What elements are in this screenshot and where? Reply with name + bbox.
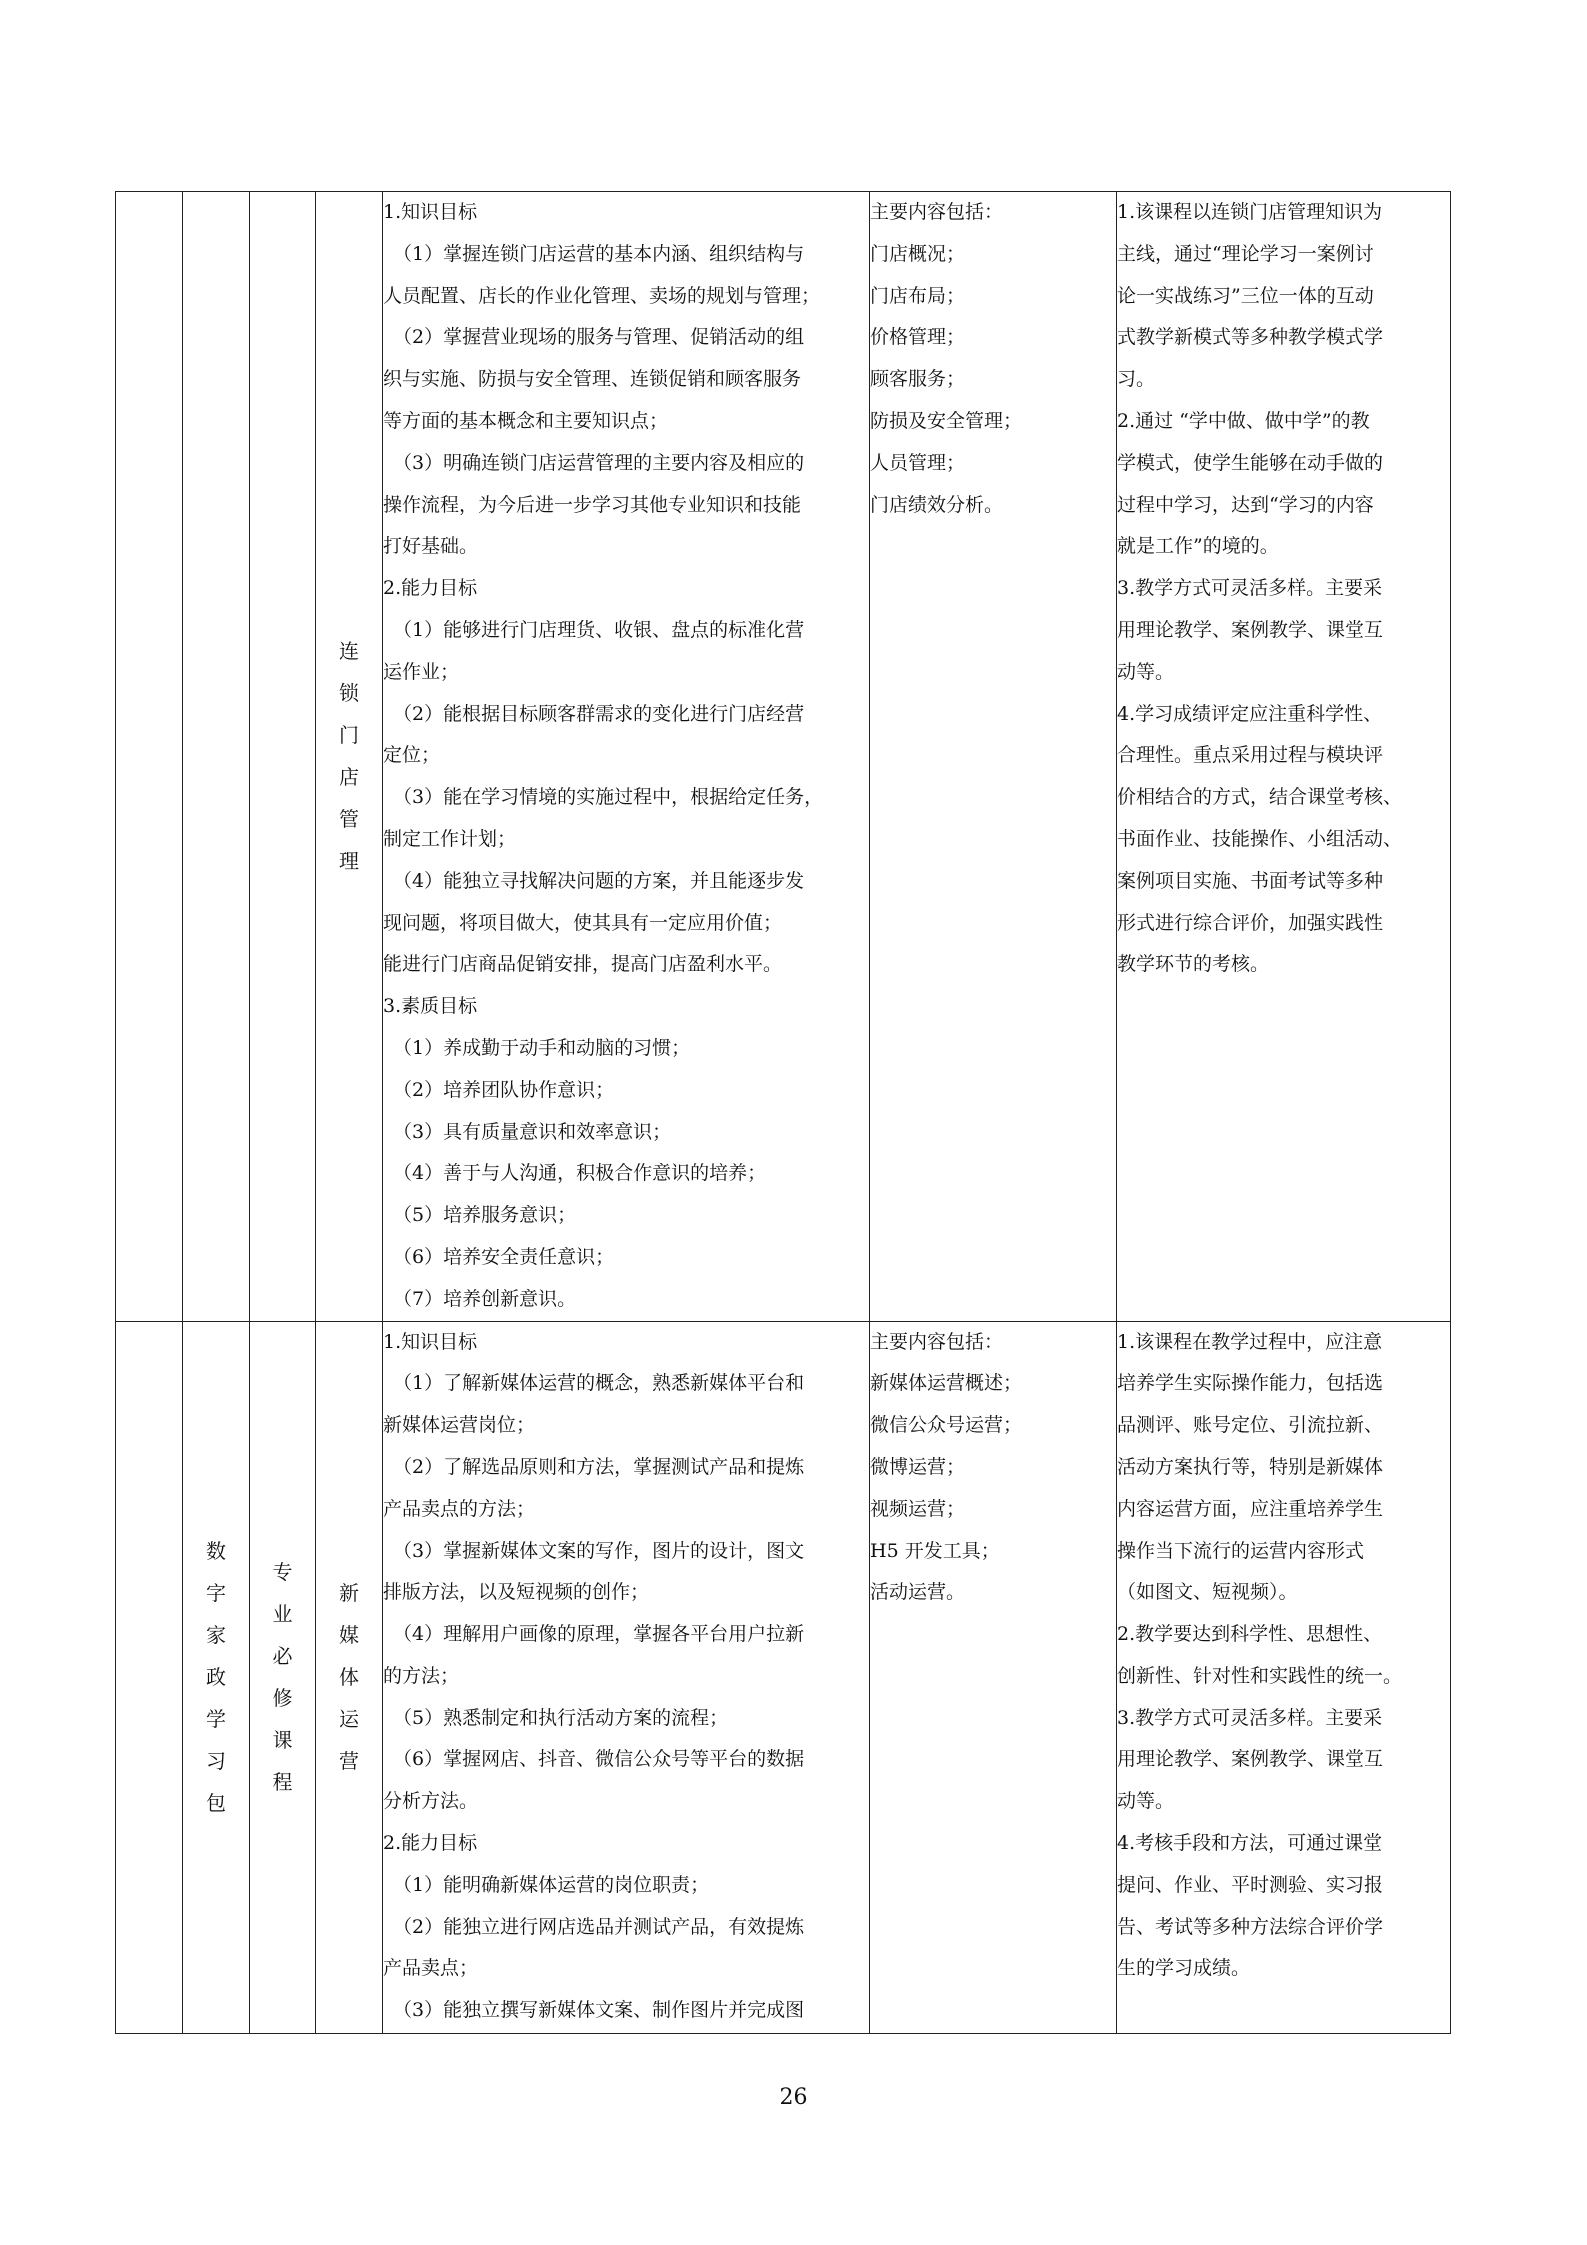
requirement-line: 动等。	[1117, 660, 1175, 683]
content-item: 新媒体运营概述；	[870, 1372, 1023, 1395]
vertical-char: 媒	[339, 1623, 359, 1648]
content-item: 主要内容包括：	[870, 1330, 1004, 1353]
goal-line: 运作业；	[383, 660, 460, 683]
content-item: 价格管理；	[870, 326, 966, 349]
vertical-char: 锁	[339, 681, 359, 706]
goal-line: 操作流程，为今后进一步学习其他专业知识和技能	[383, 493, 802, 516]
goal-line: （2）能独立进行网店选品并测试产品，有效提炼	[393, 1915, 805, 1938]
goal-line: （2）培养团队协作意识；	[393, 1078, 615, 1101]
content-item: 顾客服务；	[870, 368, 966, 391]
goal-line: 现问题，将项目做大，使其具有一定应用价值；	[383, 911, 783, 934]
vertical-char: 政	[206, 1665, 226, 1690]
vertical-char: 新	[339, 1581, 359, 1606]
requirement-line: 品测评、账号定位、引流拉新、	[1117, 1414, 1384, 1437]
goal-line: （1）养成勤于动手和动脑的习惯；	[393, 1036, 691, 1059]
requirement-line: 用理论教学、案例教学、课堂互	[1117, 618, 1384, 641]
goal-line: 2.能力目标	[383, 1832, 478, 1855]
goal-line: （1）掌握连锁门店运营的基本内涵、组织结构与	[393, 242, 805, 265]
requirement-line: 就是工作”的境的。	[1117, 535, 1279, 558]
goal-line: （6）掌握网店、抖音、微信公众号等平台的数据	[393, 1748, 805, 1771]
goal-line: 2.能力目标	[383, 577, 478, 600]
goal-line: 排版方法，以及短视频的创作；	[383, 1581, 650, 1604]
content-item: H5 开发工具；	[870, 1539, 1000, 1562]
requirements-cell	[1117, 192, 1451, 1322]
goal-line: （4）善于与人沟通，积极合作意识的培养；	[393, 1162, 767, 1185]
requirement-line: 案例项目实施、书面考试等多种	[1117, 869, 1384, 892]
requirement-line: 学模式，使学生能够在动手做的	[1117, 451, 1384, 474]
requirement-line: 过程中学习，达到“学习的内容	[1117, 493, 1374, 516]
content-item: 防损及安全管理；	[870, 409, 1023, 432]
vertical-char: 修	[272, 1686, 293, 1711]
requirement-line: 3.教学方式可灵活多样。主要采	[1117, 1706, 1383, 1729]
goal-line: （7）培养创新意识。	[393, 1287, 577, 1310]
requirement-line: 论一实战练习”三位一体的互动	[1117, 284, 1374, 307]
requirement-line: 4.学习成绩评定应注重科学性、	[1117, 702, 1383, 725]
goals-cell	[383, 1321, 870, 2033]
vertical-char: 字	[206, 1581, 226, 1606]
requirement-line: 习。	[1117, 368, 1156, 391]
content-item: 门店绩效分析。	[870, 493, 1004, 516]
content-item: 视频运营；	[870, 1497, 966, 1520]
vertical-char: 专	[272, 1560, 293, 1585]
goal-line: 能进行门店商品促销安排，提高门店盈利水平。	[383, 953, 783, 976]
goal-line: 打好基础。	[383, 535, 479, 558]
requirement-line: 1.该课程在教学过程中，应注意	[1117, 1330, 1383, 1353]
requirement-line: 2.教学要达到科学性、思想性、	[1117, 1623, 1383, 1646]
content-item: 门店概况；	[870, 242, 966, 265]
requirement-line: 用理论教学、案例教学、课堂互	[1117, 1748, 1384, 1771]
content-item: 微信公众号运营；	[870, 1414, 1023, 1437]
vertical-char: 门	[339, 723, 359, 748]
goal-line: （1）能够进行门店理货、收银、盘点的标准化营	[393, 618, 805, 641]
goal-line: 制定工作计划；	[383, 827, 517, 850]
goal-line: 新媒体运营岗位；	[383, 1414, 536, 1437]
goal-line: 等方面的基本概念和主要知识点；	[383, 409, 669, 432]
package-cell	[183, 1321, 250, 2033]
content-item: 微博运营；	[870, 1455, 966, 1478]
requirement-line: 书面作业、技能操作、小组活动、	[1117, 827, 1403, 850]
goals-cell	[383, 192, 870, 1322]
requirement-line: 活动方案执行等，特别是新媒体	[1117, 1455, 1384, 1478]
vertical-char: 运	[339, 1707, 359, 1732]
goal-line: （1）能明确新媒体运营的岗位职责；	[393, 1873, 710, 1896]
vertical-char: 业	[272, 1602, 293, 1627]
vertical-char: 数	[206, 1539, 226, 1564]
package-cell-empty	[116, 1321, 183, 2033]
goal-line: （4）能独立寻找解决问题的方案，并且能逐步发	[393, 869, 805, 892]
goal-line: 织与实施、防损与安全管理、连锁促销和顾客服务	[383, 368, 802, 391]
goal-line: 1.知识目标	[383, 1330, 478, 1353]
goal-line: （2）能根据目标顾客群需求的变化进行门店经营	[393, 702, 805, 725]
vertical-char: 必	[272, 1644, 293, 1669]
goal-line: （5）熟悉制定和执行活动方案的流程；	[393, 1706, 729, 1729]
goal-line: （1）了解新媒体运营的概念，熟悉新媒体平台和	[393, 1372, 805, 1395]
requirement-line: 1.该课程以连锁门店管理知识为	[1117, 201, 1383, 223]
vertical-char: 课	[272, 1728, 293, 1753]
requirement-line: 主线，通过“理论学习一案例讨	[1117, 242, 1374, 265]
content-item: 门店布局；	[870, 284, 966, 307]
requirement-line: （如图文、短视频）。	[1117, 1581, 1298, 1604]
vertical-char: 习	[206, 1749, 226, 1774]
curriculum-table	[115, 191, 1451, 2034]
requirement-line: 提问、作业、平时测验、实习报	[1117, 1873, 1384, 1896]
vertical-char: 学	[206, 1707, 226, 1732]
goal-line: 产品卖点；	[383, 1957, 479, 1980]
requirement-line: 价相结合的方式，结合课堂考核、	[1117, 786, 1403, 809]
course-name-cell	[316, 1321, 383, 2033]
package-cell	[116, 192, 183, 1322]
requirements-cell	[1117, 1321, 1451, 2033]
requirement-line: 生的学习成绩。	[1117, 1957, 1251, 1980]
table-row	[116, 192, 1451, 1322]
goal-line: 产品卖点的方法；	[383, 1497, 536, 1520]
content-cell	[870, 1321, 1117, 2033]
content-item: 人员管理；	[870, 451, 966, 474]
package-vertical	[183, 1530, 249, 1824]
goal-line: （3）具有质量意识和效率意识；	[393, 1120, 672, 1143]
goal-line: （5）培养服务意识；	[393, 1204, 577, 1227]
requirement-line: 创新性、针对性和实践性的统一。	[1117, 1664, 1403, 1687]
requirement-line: 3.教学方式可灵活多样。主要采	[1117, 577, 1383, 600]
course-name-vertical	[316, 630, 382, 882]
requirement-line: 动等。	[1117, 1790, 1175, 1813]
requirement-line: 合理性。重点采用过程与模块评	[1117, 744, 1384, 767]
vertical-char: 程	[272, 1770, 293, 1795]
requirement-line: 形式进行综合评价，加强实践性	[1117, 911, 1384, 934]
content-item: 主要内容包括：	[870, 201, 1004, 223]
vertical-char: 理	[339, 849, 359, 874]
goal-line: （3）能在学习情境的实施过程中，根据给定任务，	[393, 786, 824, 809]
goal-line: （6）培养安全责任意识；	[393, 1245, 615, 1268]
course-type-cell	[250, 1321, 316, 2033]
vertical-char: 店	[339, 765, 359, 790]
requirement-line: 教学环节的考核。	[1117, 953, 1270, 976]
empty-cell	[183, 192, 250, 1322]
goal-line: （2）掌握营业现场的服务与管理、促销活动的组	[393, 326, 805, 349]
vertical-char: 营	[339, 1749, 359, 1774]
requirement-line: 式教学新模式等多种教学模式学	[1117, 326, 1384, 349]
goal-line: （3）能独立撰写新媒体文案、制作图片并完成图	[393, 1999, 805, 2022]
course-type-cell	[250, 192, 316, 1322]
goal-line: 分析方法。	[383, 1790, 479, 1813]
content-item: 活动运营。	[870, 1581, 966, 1604]
vertical-char: 家	[206, 1623, 226, 1648]
course-type-vertical	[250, 1551, 315, 1803]
table-row	[116, 1321, 1451, 2033]
requirement-line: 培养学生实际操作能力，包括选	[1117, 1372, 1384, 1395]
vertical-char: 连	[339, 639, 359, 664]
goal-line: （2）了解选品原则和方法，掌握测试产品和提炼	[393, 1455, 805, 1478]
vertical-char: 管	[339, 807, 359, 832]
goal-line: 定位；	[383, 744, 441, 767]
course-name-cell	[316, 192, 383, 1322]
content-cell	[870, 192, 1117, 1322]
vertical-char: 体	[339, 1665, 359, 1690]
goal-line: （4）理解用户画像的原理，掌握各平台用户拉新	[393, 1623, 805, 1646]
goal-line: （3）掌握新媒体文案的写作，图片的设计，图文	[393, 1539, 805, 1562]
page-number: 26	[779, 2085, 808, 2110]
goal-line: （3）明确连锁门店运营管理的主要内容及相应的	[393, 451, 805, 474]
requirement-line: 2.通过 “学中做、做中学”的教	[1117, 409, 1370, 432]
course-name-vertical	[316, 1572, 382, 1782]
goal-line: 人员配置、店长的作业化管理、卖场的规划与管理；	[383, 284, 821, 307]
goal-line: 3.素质目标	[383, 995, 478, 1018]
requirement-line: 4.考核手段和方法，可通过课堂	[1117, 1832, 1383, 1855]
requirement-line: 内容运营方面，应注重培养学生	[1117, 1497, 1384, 1520]
requirement-line: 操作当下流行的运营内容形式	[1117, 1539, 1365, 1562]
goal-line: 的方法；	[383, 1664, 460, 1687]
vertical-char: 包	[206, 1791, 226, 1816]
requirement-line: 告、考试等多种方法综合评价学	[1117, 1915, 1384, 1938]
goal-line: 1.知识目标	[383, 201, 478, 223]
